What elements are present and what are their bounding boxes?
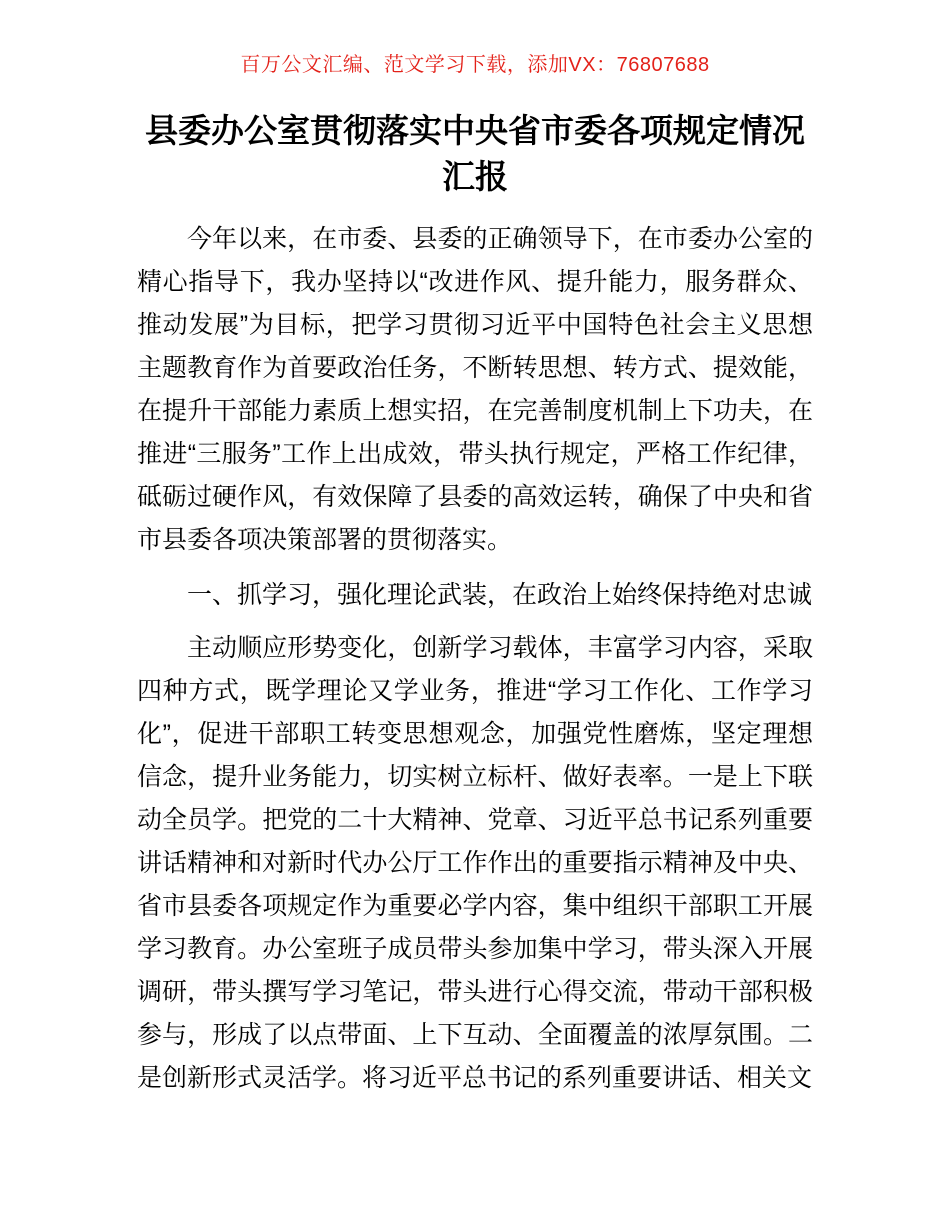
paragraph-section-1: 主动顺应形势变化，创新学习载体，丰富学习内容，采取四种方式，既学理论又学业务，推进“学习工作化、工作学习化”，促进干部职工转变思想观念，加强党性磨炼，坚定理想信念，提升业务能力，切实树立标杆、做好表率。一是上下联动全员学。把党的二十大精神、党章、习近平总书记系列重要讲话精神和对新时代办公厅工作作出的重要指示精神及中央、省市县委各项规定作为重要必学内容，集中组织干部职工开展学习教育。办公室班子成员带头参加集中学习，带头深入开展调研，带头撰写学习笔记，带头进行心得交流，带动干部积极参与，形成了以点带面、上下互动、全面覆盖的浓厚氛围。二是创新形式灵活学。将习近平总书记的系列重要讲话、相关文 — [137, 634, 813, 1092]
paragraph-intro: 今年以来，在市委、县委的正确领导下，在市委办公室的精心指导下，我办坚持以“改进作风、提升能力，服务群众、推动发展”为目标，把学习贯彻习近平中国特色社会主义思想主题教育作为首要政治任务，不断转思想、转方式、提效能，在提升干部能力素质上想实招，在完善制度机制上下功夫，在推进“三服务”工作上出成效，带头执行规定，严格工作纪律，砥砺过硬作风，有效保障了县委的高效运转，确保了中央和省市县委各项决策部署的贯彻落实。 — [137, 225, 813, 554]
document-title: 县委办公室贯彻落实中央省市委各项规定情况汇报 — [145, 112, 805, 195]
watermark-banner: 百万公文汇编、范文学习下载，添加VX：76807688 — [240, 54, 710, 76]
section-heading-1: 一、抓学习，强化理论武装，在政治上始终保持绝对忠诚 — [187, 581, 813, 609]
